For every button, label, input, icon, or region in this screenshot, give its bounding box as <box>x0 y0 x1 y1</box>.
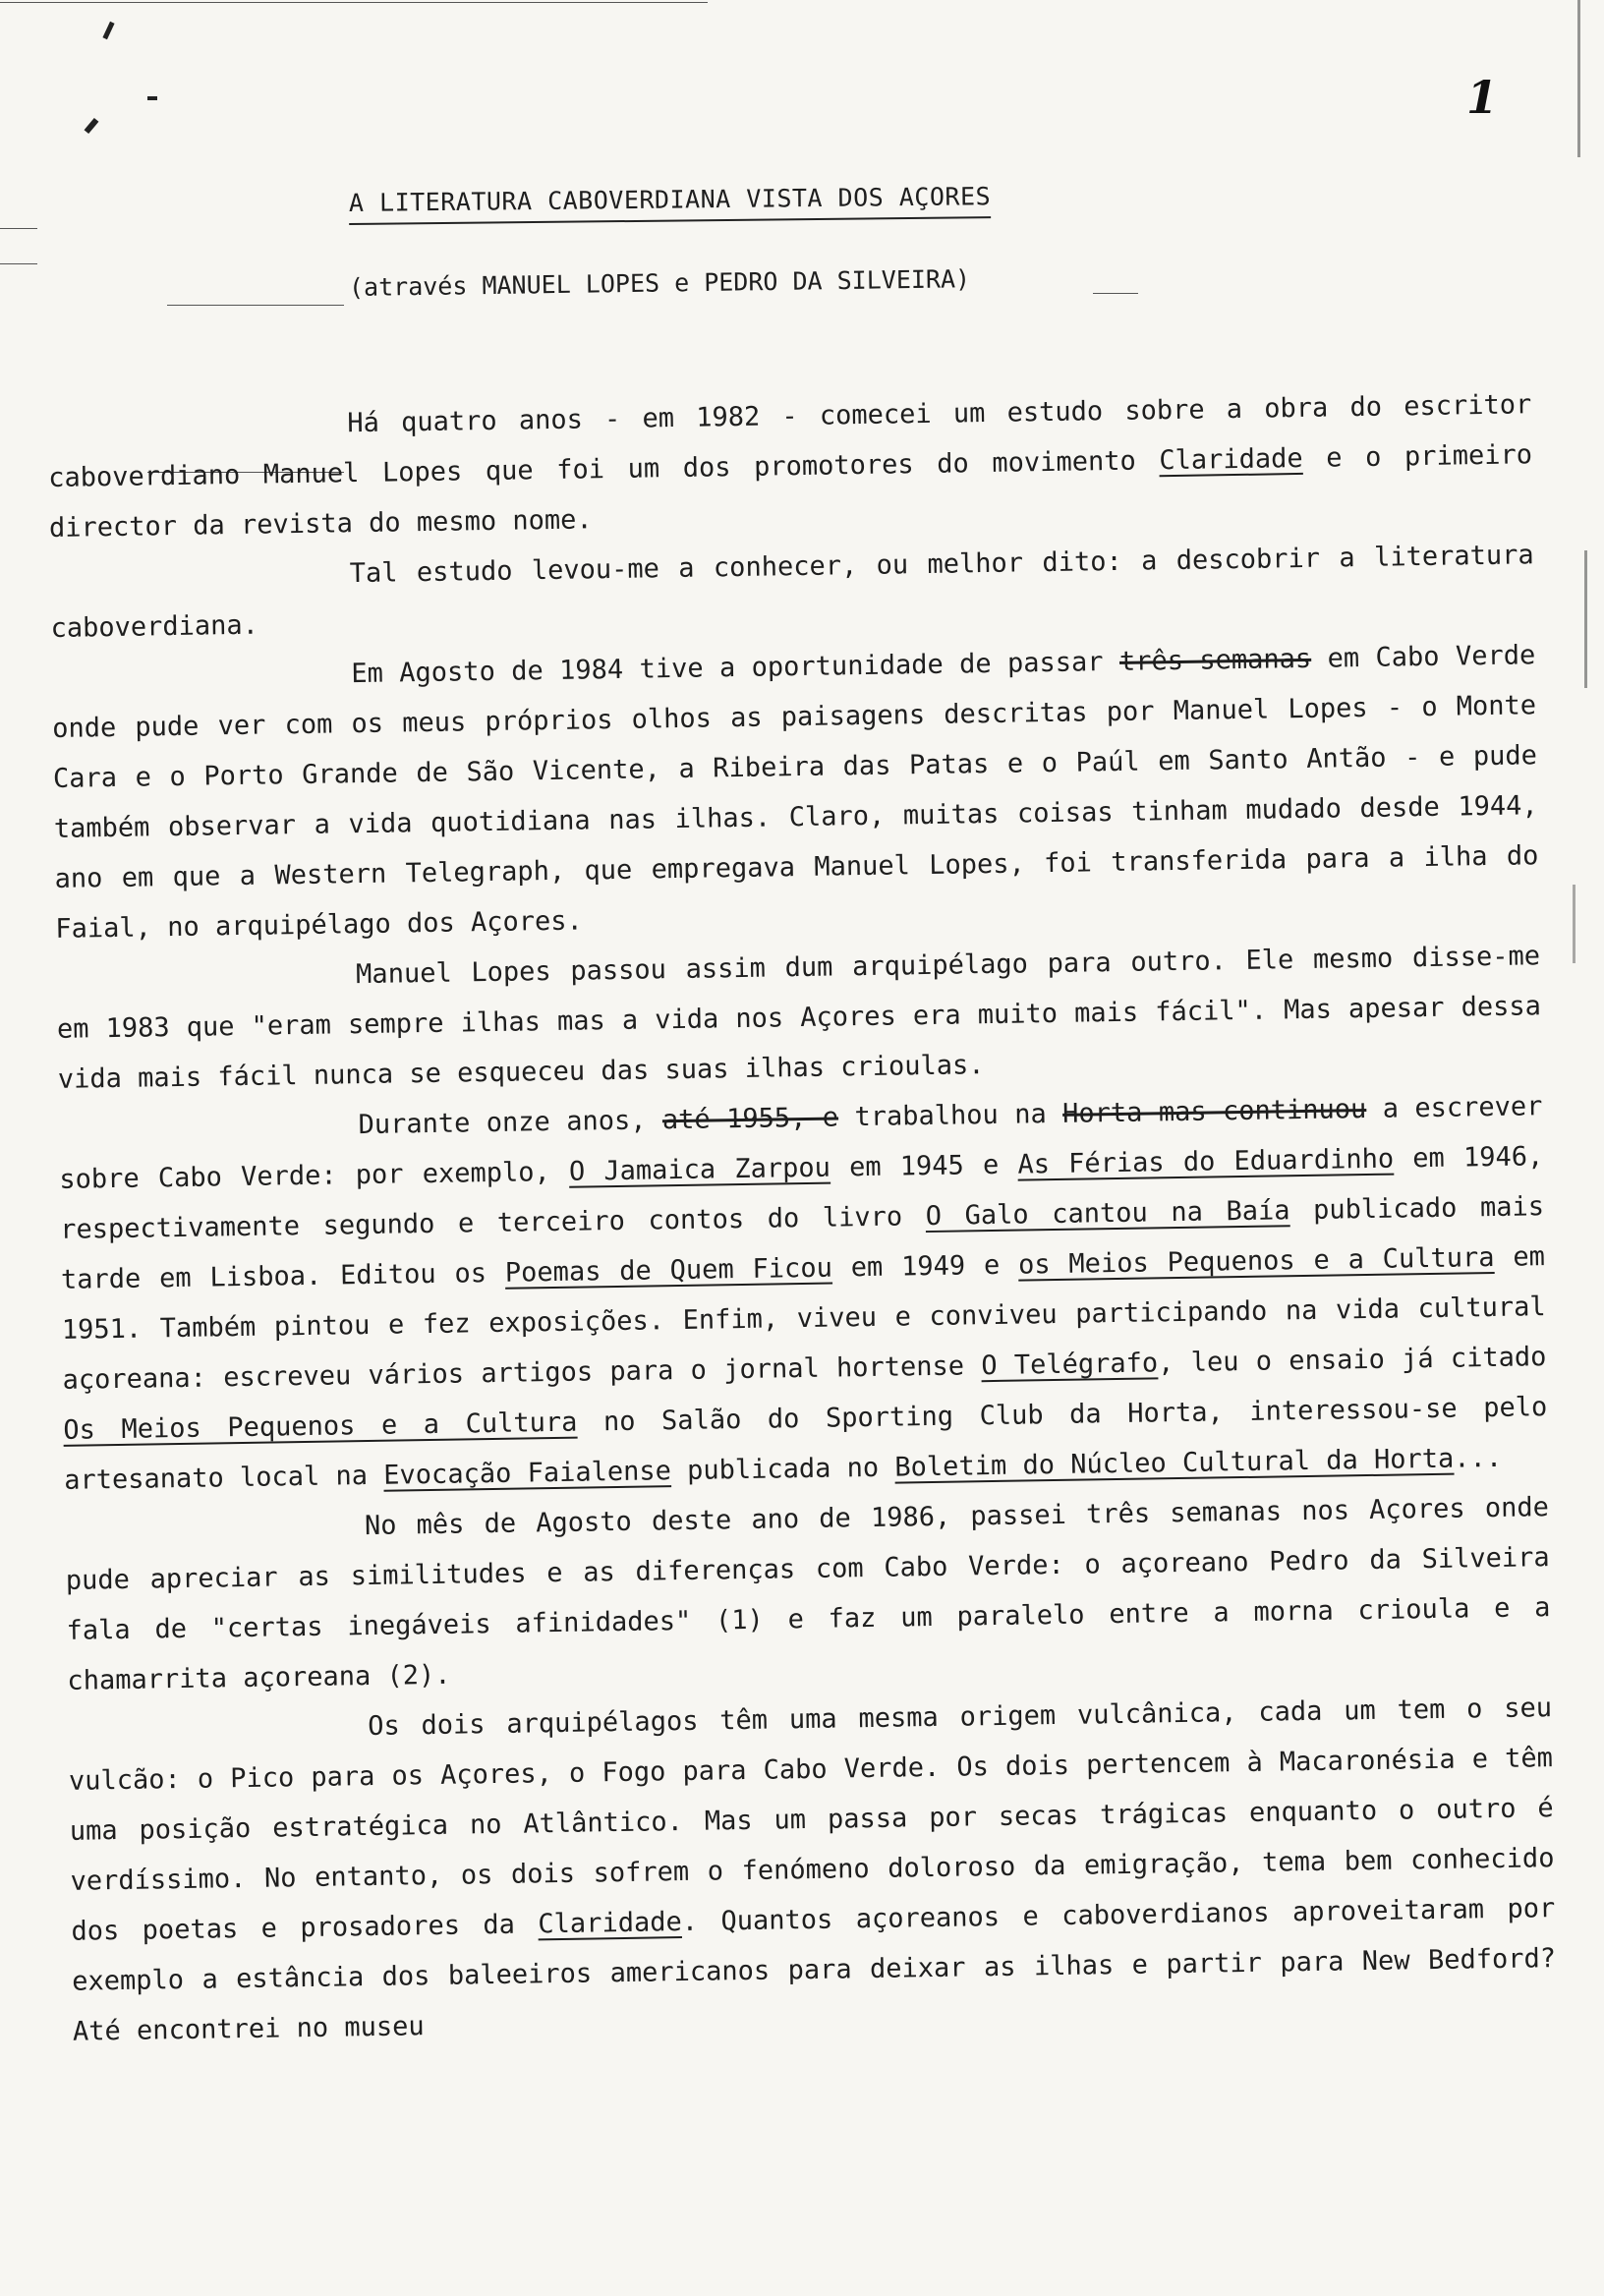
body-text <box>47 379 1557 2057</box>
underlined-title: Poemas de Quem Ficou <box>504 1252 833 1289</box>
text-run: trabalhou na <box>837 1098 1063 1133</box>
paragraph-indent <box>50 582 350 587</box>
paragraph-indent <box>48 431 348 436</box>
text-run: em 1949 e <box>831 1249 1019 1284</box>
paragraph-p4 <box>56 931 1542 1105</box>
underlined-title: O Telégrafo <box>981 1348 1159 1382</box>
underlined-title: Evocação Faialense <box>383 1456 672 1491</box>
subtitle-dash-right <box>1093 293 1138 294</box>
text-run: em 1946, respectivamente segundo e terceiro contos do livro <box>59 1141 1544 1245</box>
text-run: . Quantos açoreanos e caboverdianos aproveitaram por exemplo a estância dos baleeiros americanos para deixar as ilhas e partir para New Bedford? Até encontrei no museu <box>71 1893 1557 2047</box>
paragraph-indent <box>56 983 356 988</box>
left-margin-dash <box>0 228 37 229</box>
underlined-title: As Férias do Eduardinho <box>1017 1143 1395 1180</box>
pen-mark <box>147 96 157 100</box>
margin-binding-mark <box>1573 885 1575 963</box>
underlined-title: Claridade <box>538 1907 682 1940</box>
underlined-title: O Jamaica Zarpou <box>568 1152 831 1187</box>
text-run: Manuel Lopes passou assim dum arquipélago para outro. Ele mesmo disse-me em 1983 que "eram sempre ilhas mas a vida nos Açores era muito mais fácil". Mas apesar dessa vida mais fácil nunca se esqueceu das suas ilhas crioulas. <box>56 941 1542 1095</box>
paragraph-indent <box>65 1534 365 1539</box>
left-margin-dash <box>0 263 37 264</box>
paragraph-p7 <box>68 1683 1557 2057</box>
text-run: No mês de Agosto deste ano de 1986, passei três semanas nos Açores onde pude apreciar as similitudes e as diferenças com Cabo Verde: o açoreano Pedro da Silveira fala de "certas inegáveis afinidades" (1) e faz um paralelo entre a morna crioula e a chamarrita açoreana (2). <box>65 1492 1551 1696</box>
paragraph-p5 <box>58 1081 1548 1506</box>
underlined-title: Boletim do Núcleo Cultural da Horta <box>894 1443 1455 1483</box>
paragraph-p6 <box>65 1482 1552 1706</box>
text-run: Os dois arquipélagos têm uma mesma origem vulcânica, cada um tem o seu vulcão: o Pico para os Açores, o Fogo para Cabo Verde. Os dois pertencem à Macaronésia e têm uma posição estratégica no Atlântico. Mas um passa por secas trágicas enquanto o outro é verdíssimo. No entanto, os dois sofrem o fenómeno doloroso da emigração, tema bem conhecido dos poetas e prosadores da <box>68 1693 1555 1947</box>
text-run: publicada no <box>670 1452 895 1487</box>
text-run: no Salão do Sporting Club da Horta, interessou-se pelo artesanato local na <box>63 1392 1548 1496</box>
margin-binding-mark <box>1584 550 1587 688</box>
paragraph-indent <box>59 1133 359 1138</box>
text-run: a escrever sobre Cabo Verde: por exemplo, <box>59 1091 1543 1195</box>
struck-out-text: Horta mas continuou <box>1061 1094 1367 1129</box>
margin-binding-mark <box>1577 0 1580 157</box>
text-run: Durante onze anos, <box>358 1105 663 1141</box>
paragraph-indent <box>68 1735 368 1740</box>
text-run: Há quatro anos - em 1982 - comecei um estudo sobre a obra do escritor caboverdiano Manuel Lopes que foi um dos promotores do movimento <box>47 389 1532 493</box>
text-run: Tal estudo levou-me a conhecer, ou melhor dito: a descobrir a literatura caboverdiana. <box>50 540 1534 644</box>
underlined-title: O Galo cantou na Baía <box>925 1195 1290 1233</box>
text-run: e o primeiro director da revista do mesmo nome. <box>48 439 1533 544</box>
document-title: A LITERATURA CABOVERDIANA VISTA DOS AÇORES <box>349 182 992 225</box>
top-edge-rule <box>0 2 708 3</box>
text-run: , leu o ensaio já citado <box>1157 1342 1547 1379</box>
underlined-title: os Meios Pequenos e a Cultura <box>1017 1241 1495 1281</box>
paragraph-p3 <box>51 630 1540 954</box>
struck-out-text: até 1955, e <box>661 1102 839 1136</box>
underlined-title: Os Meios Pequenos e a Cultura <box>63 1406 578 1446</box>
underlined-title: Claridade <box>1159 442 1303 477</box>
text-run: Em Agosto de 1984 tive a oportunidade de passar <box>351 646 1120 690</box>
paragraph-p1 <box>47 379 1533 553</box>
page-number: 1 <box>1466 71 1499 124</box>
text-run: em 1951. Também pintou e fez exposições. Enfim, viveu e conviveu participando na vida cultural açoreana: escreveu vários artigos para o jornal hortense <box>61 1241 1546 1396</box>
struck-out-text: três semanas <box>1118 643 1312 677</box>
paragraph-indent <box>52 682 352 687</box>
pen-mark <box>102 22 114 39</box>
text-run: em 1945 e <box>830 1149 1018 1183</box>
title-block <box>348 182 1116 225</box>
text-run: ... <box>1454 1442 1503 1474</box>
document-subtitle: (através MANUEL LOPES e PEDRO DA SILVEIRA) <box>348 264 971 302</box>
subtitle-dash-left <box>167 305 344 306</box>
text-run: em Cabo Verde onde pude ver com os meus próprios olhos as paisagens descritas por Manuel Lopes - o Monte Cara e o Porto Grande de São Vicente, a Ribeira das Patas e o Paúl em Santo Antão - e pude também observar a vida quotidiana nas ilhas. Claro, muitas coisas tinham mudado desde 1944, ano em que a Western Telegraph, que empregava Manuel Lopes, foi transferida para a ilha do Faial, no arquipélago dos Açores. <box>51 640 1539 945</box>
text-run: publicado mais tarde em Lisboa. Editou os <box>60 1191 1545 1295</box>
pen-mark <box>85 118 99 134</box>
